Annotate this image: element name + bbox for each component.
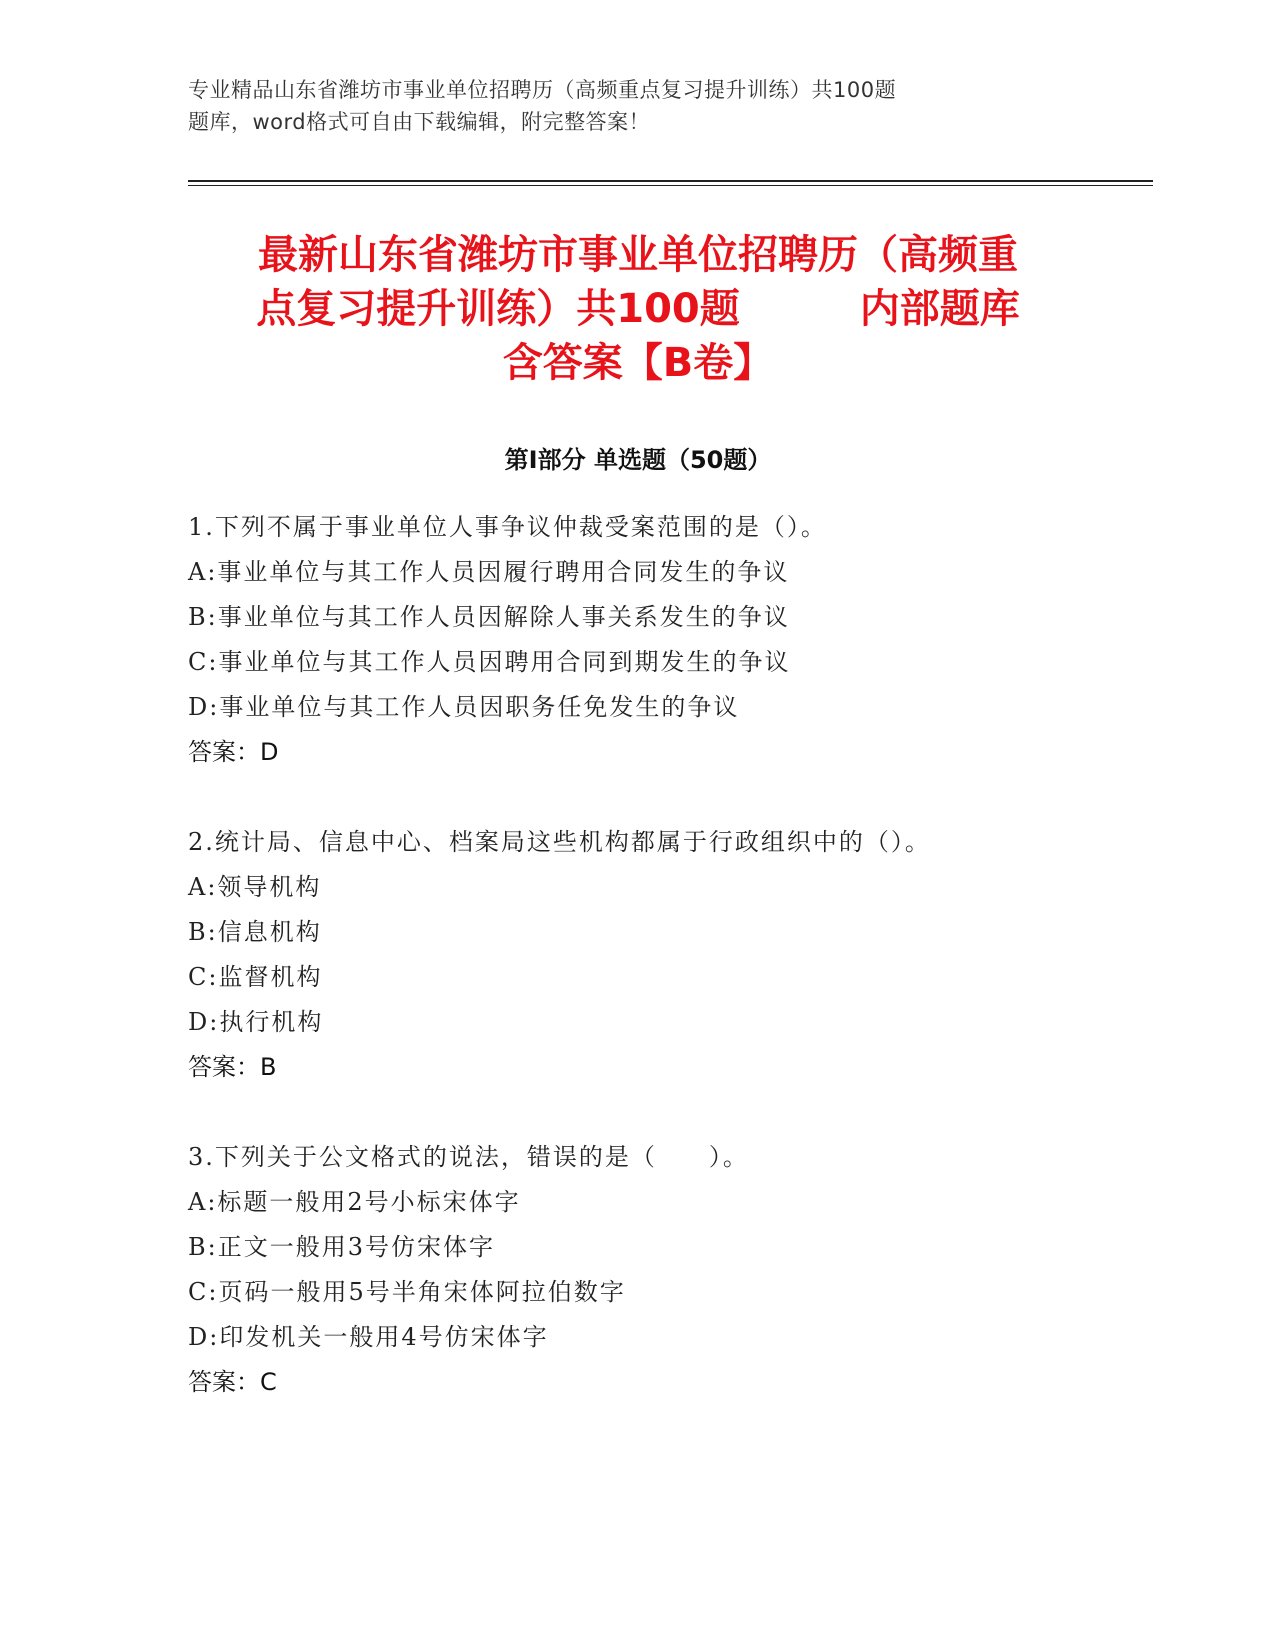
title-line-3: 含答案【B卷】 <box>502 340 774 386</box>
header-note-line-2: 题库，word格式可自由下载编辑，附完整答案！ <box>188 110 651 134</box>
question-stem: 1.下列不属于事业单位人事争议仲裁受案范围的是（）。 <box>188 513 827 541</box>
question-2 <box>188 820 1148 1090</box>
option-c: C:监督机构 <box>188 963 323 991</box>
answer-text: 答案：B <box>188 1053 277 1081</box>
option-c: C:事业单位与其工作人员因聘用合同到期发生的争议 <box>188 648 791 676</box>
document-title <box>188 228 1088 390</box>
title-line-2: 点复习提升训练）共100题 内部题库 <box>256 286 1020 332</box>
section-heading: 第Ⅰ部分 单选题（50题） <box>504 446 772 474</box>
question-1 <box>188 505 1148 775</box>
header-divider-thick <box>188 180 1153 182</box>
option-d: D:印发机关一般用4号仿宋体字 <box>188 1323 549 1351</box>
question-3 <box>188 1135 1148 1405</box>
question-stem: 3.下列关于公文格式的说法，错误的是（ ）。 <box>188 1143 749 1171</box>
question-stem: 2.统计局、信息中心、档案局这些机构都属于行政组织中的（）。 <box>188 828 931 856</box>
title-line-1: 最新山东省潍坊市事业单位招聘历（高频重 <box>258 232 1018 278</box>
option-d: D:事业单位与其工作人员因职务任免发生的争议 <box>188 693 740 721</box>
option-b: B:正文一般用3号仿宋体字 <box>188 1233 495 1261</box>
header-divider-thin <box>188 185 1153 186</box>
option-a: A:标题一般用2号小标宋体字 <box>188 1188 521 1216</box>
option-a: A:领导机构 <box>188 873 322 901</box>
option-c: C:页码一般用5号半角宋体阿拉伯数字 <box>188 1278 626 1306</box>
document-header-note <box>188 74 1028 138</box>
answer-text: 答案：D <box>188 738 279 766</box>
answer-text: 答案：C <box>188 1368 277 1396</box>
option-a: A:事业单位与其工作人员因履行聘用合同发生的争议 <box>188 558 790 586</box>
option-d: D:执行机构 <box>188 1008 324 1036</box>
header-note-line-1: 专业精品山东省潍坊市事业单位招聘历（高频重点复习提升训练）共100题 <box>188 78 897 102</box>
option-b: B:事业单位与其工作人员因解除人事关系发生的争议 <box>188 603 790 631</box>
option-b: B:信息机构 <box>188 918 322 946</box>
